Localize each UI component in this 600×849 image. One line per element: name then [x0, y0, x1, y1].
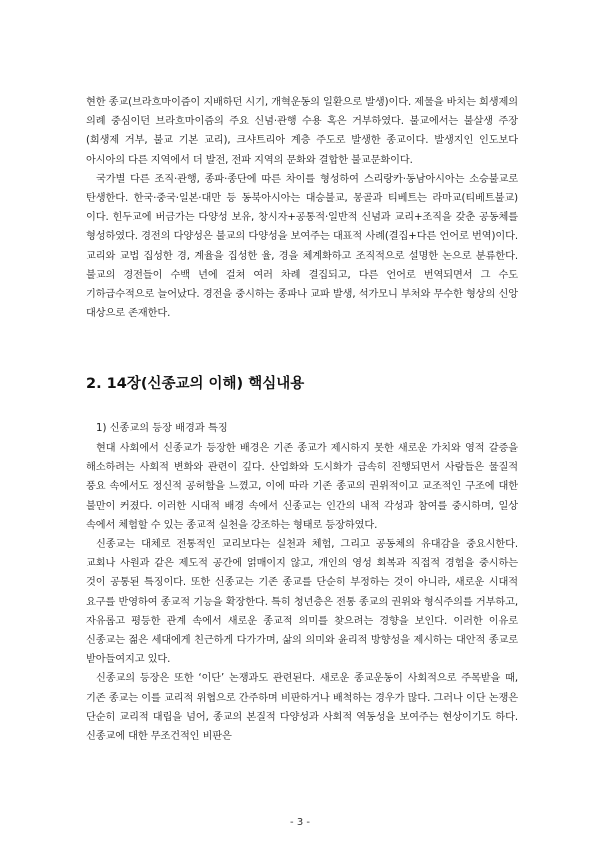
paragraph: 현대 사회에서 신종교가 등장한 배경은 기존 종교가 제시하지 못한 새로운 가치와 영적 갈증을 해소하려는 사회적 변화와 관련이 깊다. 산업화와 도시화가 급속히 진행되면서 사람들은 물질적 풍요 속에서도 정신적 공허함을 느꼈고, 이에 따라 기존 종교의 권위적이고 교조적인 구조에 대한 불만이 커졌다. 이러한 시대적 배경 속에서 신종교는 인간의 내적 각성과 참여를 중시하며, 일상 속에서 체험할 수 있는 종교적 실천을 강조하는 형태로 등장하였다.: [86, 443, 518, 531]
section-heading: 2. 14장(신종교의 이해) 핵심내용: [86, 376, 305, 392]
paragraph: 신종교의 등장은 또한 ‘이단’ 논쟁과도 관련된다. 새로운 종교운동이 사회적으로 주목받을 때, 기존 종교는 이를 교리적 위협으로 간주하며 비판하거나 배척하는 경우가 많다. 그러나 이단 논쟁은 단순히 교리적 대립을 넘어, 종교의 본질적 다양성과 사회적 역동성을 보여주는 현상이기도 하다. 신종교에 대한 무조건적인 비판은: [86, 673, 518, 743]
top-text-block: [86, 93, 518, 323]
bottom-text-block: [86, 439, 518, 746]
paragraph: 현한 종교(브라흐마이즘이 지배하던 시기, 개혁운동의 일환으로 발생)이다. 제물을 바치는 희생제의 의례 중심이던 브라흐마이즘의 주요 신념·관행 수용 혹은 거부하였다. 불교에서는 불살생 주장(희생제 거부, 불교 기본 교리), 크샤트리아 계층 주도로 발생한 종교이다. 발생지인 인도보다 아시아의 다른 지역에서 더 발전, 전파 지역의 문화와 결합한 불교문화이다.: [86, 97, 518, 166]
page-number: - 3 -: [290, 817, 310, 828]
paragraph: 신종교는 대체로 전통적인 교리보다는 실천과 체험, 그리고 공동체의 유대감을 중요시한다. 교회나 사원과 같은 제도적 공간에 얽매이지 않고, 개인의 영성 회복과 직접적 경험을 중시하는 것이 공통된 특징이다. 또한 신종교는 기존 종교를 단순히 부정하는 것이 아니라, 새로운 시대적 요구를 반영하여 종교적 기능을 확장한다. 특히 청년층은 전통 종교의 권위와 형식주의를 거부하고, 자유롭고 평등한 관계 속에서 새로운 종교적 의미를 찾으려는 경향을 보인다. 이러한 이유로 신종교는 젊은 세대에게 친근하게 다가가며, 삶의 의미와 윤리적 방향성을 제시하는 대안적 종교로 받아들여지고 있다.: [86, 539, 518, 666]
paragraph: 국가별 다른 조직·관행, 종파·종단에 따른 차이를 형성하여 스리랑카·동남아시아는 소승불교로 탄생한다. 한국·중국·일본·대만 등 동북아시아는 대승불교, 몽골과 티베트는 라마교(티베트불교)이다. 힌두교에 버금가는 다양성 보유, 창시자+공통적·일반적 신념과 교리+조직을 갖춘 공동체를 형성하였다. 경전의 다양성은 불교의 다양성을 보여주는 대표적 사례(결집+다른 언어로 번역)이다. 교리와 교법 집성한 경, 계율을 집성한 율, 경을 체계화하고 조직적으로 설명한 논으로 분류한다. 불교의 경전들이 수백 년에 걸쳐 여러 차례 결집되고, 다른 언어로 번역되면서 그 수도 기하급수적으로 늘어났다. 경전을 중시하는 종파나 교파 발생, 석가모니 부처와 무수한 형상의 신앙 대상으로 존재한다.: [86, 173, 518, 320]
subsection-heading: 1) 신종교의 등장 배경과 특징: [96, 423, 228, 434]
